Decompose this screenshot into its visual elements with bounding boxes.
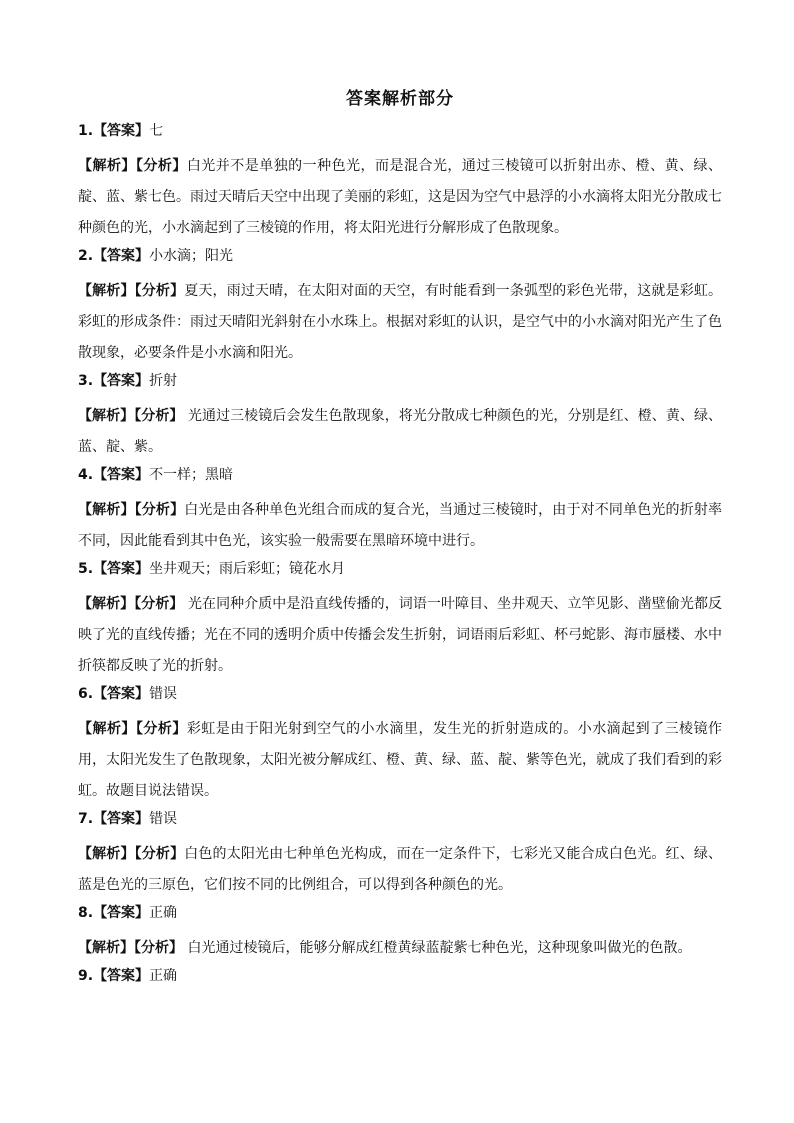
analysis-tag: 【解析】【分析】: [78, 721, 187, 737]
question-number: 3.: [78, 373, 94, 389]
analysis-tag: 【解析】【分析】: [78, 283, 185, 299]
question-number: 6.: [78, 686, 94, 702]
analysis-text: 白色的太阳光由七种单色光构成，而在一定条件下，七彩光又能合成白色光。红、绿、蓝是色光的三原色，它们按不同的比例组合，可以得到各种颜色的光。: [78, 846, 723, 893]
answer-tag: 【答案】: [93, 123, 150, 139]
answer-text: 错误: [149, 686, 178, 702]
answer-line: [78, 683, 722, 705]
answer-tag: 【答案】: [93, 561, 150, 577]
answer-text: 小水滴；阳光: [149, 248, 234, 264]
analysis-text: 白光并不是单独的一种色光，而是混合光，通过三棱镜可以折射出赤、橙、黄、绿、靛、蓝、紫七色。雨过天晴后天空中出现了美丽的彩虹，这是因为空气中悬浮的小水滴将太阳光分散成七种颜色的光，小水滴起到了三棱镜的作用，将太阳光进行分解形成了色散现象。: [78, 158, 723, 236]
answer-line: [78, 464, 722, 486]
analysis-paragraph: [78, 933, 722, 964]
page-title: 答案解析部分: [346, 89, 454, 109]
analysis-text: 彩虹是由于阳光射到空气的小水滴里，发生光的折射造成的。小水滴起到了三棱镜作用，太阳光发生了色散现象，太阳光被分解成红、橙、黄、绿、蓝、靛、紫等色光，就成了我们看到的彩虹。故题目说法错误。: [78, 721, 723, 799]
answer-list: [78, 120, 722, 987]
question-number: 9.: [78, 968, 94, 984]
answer-line: [78, 965, 722, 987]
analysis-text: 白光通过棱镜后，能够分解成红橙黄绿蓝靛紫七种色光，这种现象叫做光的色散。: [183, 940, 692, 956]
answer-text: 错误: [149, 811, 178, 827]
answer-tag: 【答案】: [93, 968, 150, 984]
answer-line: [78, 370, 722, 392]
answer-line: [78, 120, 722, 142]
answer-text: 折射: [149, 373, 178, 389]
analysis-paragraph: [78, 276, 722, 369]
analysis-tag: 【解析】【分析】: [78, 596, 184, 612]
question-number: 2.: [78, 248, 94, 264]
answer-line: [78, 808, 722, 830]
question-number: 8.: [78, 905, 94, 921]
analysis-text: 光在同种介质中是沿直线传播的，词语一叶障目、坐井观天、立竿见影、凿壁偷光都反映了光的直线传播；光在不同的透明介质中传播会发生折射，词语雨后彩虹、杯弓蛇影、海市蜃楼、水中折筷都反映了光的折射。: [78, 596, 723, 674]
analysis-paragraph: [78, 151, 722, 244]
question-number: 4.: [78, 467, 94, 483]
answer-tag: 【答案】: [93, 905, 150, 921]
analysis-paragraph: [78, 839, 722, 901]
answer-tag: 【答案】: [93, 811, 150, 827]
analysis-tag: 【解析】【分析】: [78, 408, 184, 424]
question-number: 1.: [78, 123, 94, 139]
answer-text: 正确: [149, 968, 178, 984]
analysis-text: 夏天，雨过天晴，在太阳对面的天空，有时能看到一条弧型的彩色光带，这就是彩虹。 彩虹的形成条件：雨过天晴阳光斜射在小水珠上。根据对彩虹的认识，是空气中的小水滴对阳光产生了色散现象，必要条件是小水滴和阳光。: [78, 283, 723, 361]
answer-tag: 【答案】: [93, 248, 150, 264]
analysis-tag: 【解析】【分析】: [78, 940, 183, 956]
analysis-paragraph: [78, 714, 722, 807]
analysis-paragraph: [78, 495, 722, 557]
answer-text: 坐井观天；雨后彩虹；镜花水月: [149, 561, 346, 577]
analysis-paragraph: [78, 401, 722, 463]
answer-line: [78, 902, 722, 924]
answer-line: [78, 245, 722, 267]
answer-tag: 【答案】: [93, 467, 150, 483]
answer-text: 不一样；黑暗: [149, 467, 234, 483]
answer-tag: 【答案】: [93, 686, 150, 702]
answer-text: 七: [149, 123, 164, 139]
analysis-text: 光通过三棱镜后会发生色散现象，将光分散成七种颜色的光，分别是红、橙、黄、绿、蓝、靛、紫。: [78, 408, 723, 455]
analysis-paragraph: [78, 589, 722, 682]
answer-text: 正确: [149, 905, 178, 921]
question-number: 5.: [78, 561, 94, 577]
answer-line: [78, 558, 722, 580]
analysis-tag: 【解析】【分析】: [78, 502, 185, 518]
question-number: 7.: [78, 811, 94, 827]
analysis-text: 白光是由各种单色光组合而成的复合光，当通过三棱镜时，由于对不同单色光的折射率不同，因此能看到其中色光，该实验一般需要在黑暗环境中进行。: [78, 502, 723, 549]
analysis-tag: 【解析】【分析】: [78, 846, 185, 862]
answer-tag: 【答案】: [93, 373, 150, 389]
analysis-tag: 【解析】【分析】: [78, 158, 187, 174]
